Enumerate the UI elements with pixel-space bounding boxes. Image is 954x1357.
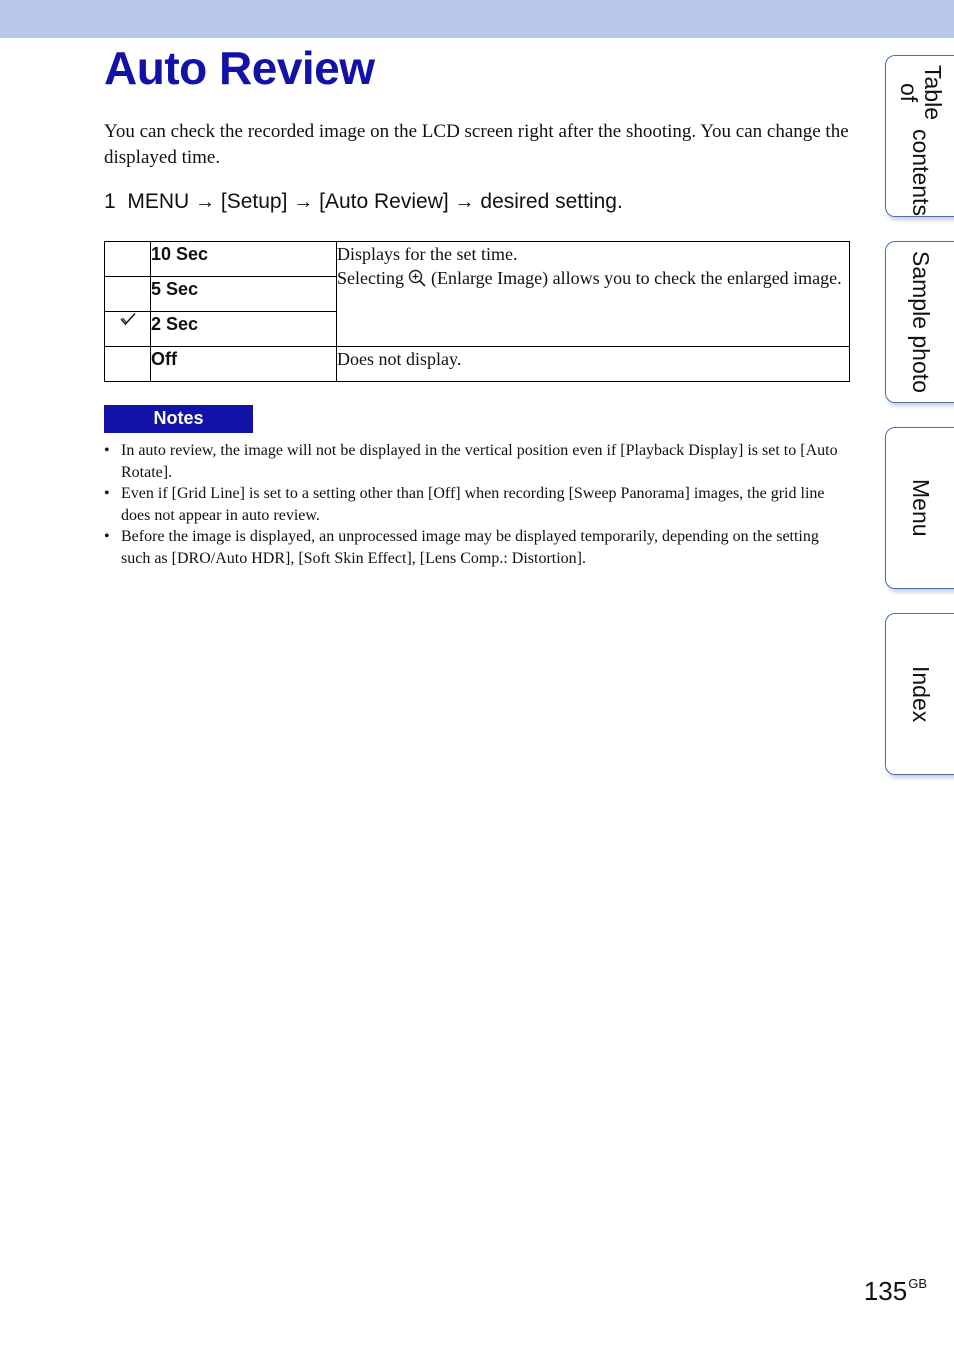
top-band bbox=[0, 0, 954, 38]
tab-label: Menu bbox=[908, 479, 934, 537]
note-text: Before the image is displayed, an unprocessed image may be displayed temporarily, depending on the setting such as [DRO/Auto HDR], [Soft Skin Effect], [Lens Comp.: Distortion]. bbox=[121, 528, 819, 567]
step-number: 1 bbox=[104, 190, 116, 213]
option-10-sec: 10 Sec bbox=[151, 242, 337, 277]
check-cell bbox=[105, 312, 151, 347]
check-cell bbox=[105, 277, 151, 312]
checkmark-icon bbox=[120, 313, 136, 330]
option-5-sec: 5 Sec bbox=[151, 277, 337, 312]
menu-step bbox=[104, 188, 849, 216]
right-arrow-icon: → bbox=[293, 191, 314, 213]
table-row bbox=[105, 242, 850, 277]
page-number: $135^{GB}$ bbox=[863, 1276, 927, 1306]
right-arrow-icon: → bbox=[195, 191, 216, 213]
right-arrow-icon: → bbox=[454, 191, 475, 213]
bullet: • bbox=[104, 485, 110, 502]
settings-table bbox=[104, 241, 850, 382]
tab-label: Sample photo bbox=[908, 251, 934, 393]
desc-off: Does not display. bbox=[337, 347, 850, 382]
desc-timed-line2b: (Enlarge Image) allows you to check the enlarged image. bbox=[430, 268, 842, 288]
bullet: • bbox=[104, 528, 110, 545]
tab-menu[interactable] bbox=[885, 427, 954, 589]
step-part-setup: [Setup] bbox=[220, 190, 288, 213]
tab-label: Index bbox=[908, 665, 934, 723]
page-suffix: GB bbox=[908, 1276, 927, 1291]
option-2-sec: 2 Sec bbox=[151, 312, 337, 347]
list-item bbox=[104, 526, 850, 569]
bullet: • bbox=[104, 442, 110, 459]
tab-sample-photo[interactable] bbox=[885, 241, 954, 403]
zoom-in-icon bbox=[408, 269, 426, 293]
check-cell bbox=[105, 347, 151, 382]
desc-timed-line1: Displays for the set time. bbox=[337, 244, 518, 264]
desc-timed-line2a: Selecting bbox=[337, 268, 404, 288]
list-item bbox=[104, 440, 850, 483]
desc-timed bbox=[337, 242, 850, 347]
step-part-menu: MENU bbox=[127, 190, 190, 213]
tab-label: Table of contents bbox=[896, 65, 946, 216]
notes-label: Notes bbox=[104, 405, 253, 433]
note-text: In auto review, the image will not be displayed in the vertical position even if [Playback Display] is set to [Auto Rotate]. bbox=[121, 442, 838, 481]
tab-table-of-contents[interactable] bbox=[885, 55, 954, 217]
page-title: Auto Review bbox=[104, 42, 375, 94]
note-text: Even if [Grid Line] is set to a setting other than [Off] when recording [Sweep Panorama] images, the grid line does not appear in auto review. bbox=[121, 485, 825, 524]
step-part-auto-review: [Auto Review] bbox=[319, 190, 449, 213]
option-off: Off bbox=[151, 347, 337, 382]
check-cell bbox=[105, 242, 151, 277]
list-item bbox=[104, 483, 850, 526]
tab-index[interactable] bbox=[885, 613, 954, 775]
table-row bbox=[105, 347, 850, 382]
intro-paragraph: You can check the recorded image on the LCD screen right after the shooting. You can change the displayed time. bbox=[104, 121, 849, 168]
notes-list bbox=[104, 440, 850, 569]
step-part-desired-setting: desired setting. bbox=[480, 190, 623, 213]
